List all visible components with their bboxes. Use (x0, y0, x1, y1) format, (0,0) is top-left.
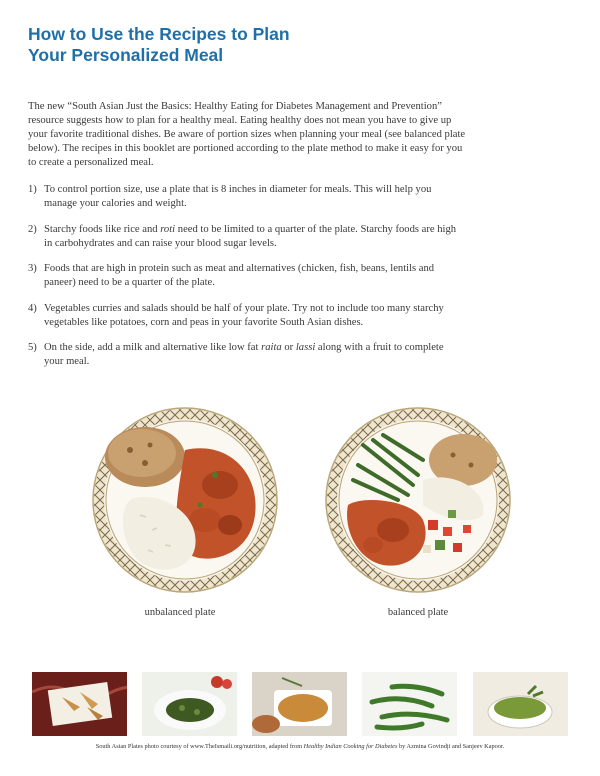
list-text: Foods that are high in protein such as meat and alternatives (chicken, fish, beans, lentils and paneer) need to be a quarter of the plate. (44, 263, 435, 288)
list-item (28, 302, 458, 330)
list-number: 1) (28, 184, 37, 195)
list-number: 2) (28, 223, 37, 235)
tips-list (28, 183, 458, 381)
unbalanced-plate-caption: unbalanced plate (144, 607, 216, 618)
list-italic-term: roti (160, 223, 176, 235)
list-item (28, 341, 458, 369)
food-photo-chutney (473, 672, 568, 736)
title-line-2: Your Personalized Meal (28, 45, 224, 65)
list-item (28, 183, 458, 211)
credit-book-title: Healthy Indian Cooking for Diabetes (303, 743, 398, 750)
list-italic-term: raita (261, 342, 282, 353)
list-text: To control portion size, use a plate that is 8 inches in diameter for meals. This will help you manage your calories and weight. (44, 184, 432, 209)
credit-authors: by Azmina Govindji and Sanjeev Kapoor. (397, 743, 505, 750)
food-photo-rolls (32, 672, 127, 736)
food-photo-green-chilies (362, 672, 457, 736)
list-text: or (281, 342, 296, 353)
list-text: need to be limited to a quarter of the plate. Starchy foods are high in carbohydrates and can raise your blood sugar levels. (44, 223, 457, 249)
list-number: 5) (28, 342, 37, 353)
balanced-plate-image (323, 405, 513, 595)
list-number: 3) (28, 263, 37, 274)
photo-credit (0, 743, 600, 750)
unbalanced-plate-image (90, 405, 280, 595)
list-text: along with a fruit to complete your meal. (44, 342, 444, 367)
list-item (28, 223, 458, 251)
list-text: On the side, add a milk and alternative like low fat (44, 342, 262, 353)
food-photo-greens (142, 672, 237, 736)
list-italic-term: lassi (295, 342, 316, 353)
credit-text: South Asian Plates photo courtesy of www.TheIsmaili.org/nutrition, adapted from (95, 743, 304, 750)
balanced-plate-caption: balanced plate (387, 607, 449, 618)
food-photo-strip (32, 672, 568, 736)
list-number: 4) (28, 302, 37, 314)
list-text: Starchy foods like rice and (44, 223, 161, 235)
page-title (28, 24, 290, 66)
intro-paragraph: The new “South Asian Just the Basics: Healthy Eating for Diabetes Management and Prevention” resource suggests how to plan for a healthy meal. Eating healthy does not mean you have to give up your favorite traditional dishes. Be aware of portion sizes when planning your meal (see balanced plate below). The recipes in this booklet are portioned according to the plate method to make it easy for you to create a personalized meal. (28, 101, 466, 168)
list-text: Vegetables curries and salads should be half of your plate. Try not to include too many starchy vegetables like potatoes, corn and peas in your favorite South Asian dishes. (44, 302, 444, 328)
list-item (28, 262, 458, 290)
food-photo-dal (252, 672, 347, 736)
title-line-1: How to Use the Recipes to Plan (28, 24, 290, 44)
